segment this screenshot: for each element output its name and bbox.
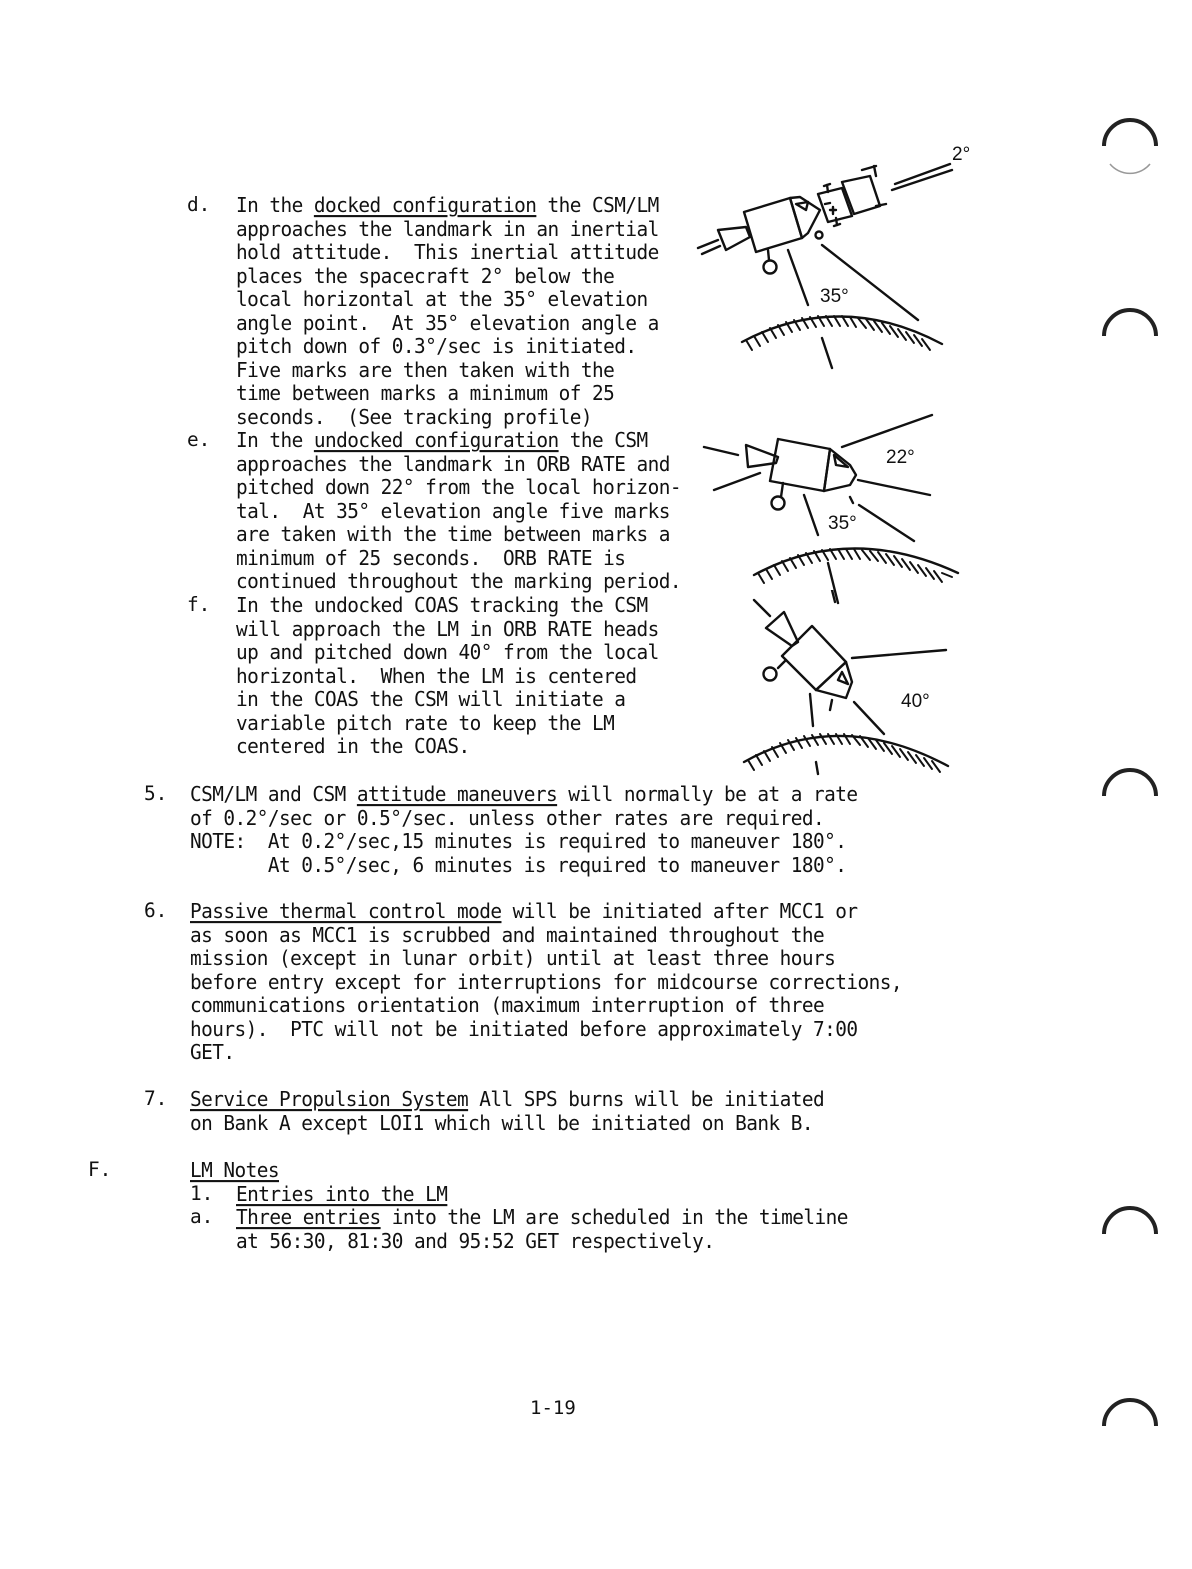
earth-horizon-icon (744, 734, 948, 772)
binder-hole-icon (1098, 1200, 1162, 1264)
text-line: pitch down of 0.3°/sec is initiated. (236, 334, 637, 359)
undocked-config-diagram (700, 405, 970, 605)
text-line: continued throughout the marking period. (236, 569, 681, 594)
text-line: will approach the LM in ORB RATE heads (236, 616, 659, 641)
text-line: Five marks are then taken with the (236, 357, 615, 382)
text-line: of 0.2°/sec or 0.5°/sec. unless other rates are required. (190, 805, 825, 830)
csm-spacecraft-icon (764, 612, 853, 698)
text-line: In the undocked configuration the CSM (236, 428, 648, 453)
item-f-marker: f. (187, 593, 211, 616)
docked-config-diagram (690, 130, 990, 390)
text-line: communications orientation (maximum interruption of three (190, 993, 825, 1018)
binder-hole-icon (1098, 302, 1162, 366)
text-line: In the undocked COAS tracking the CSM (236, 593, 648, 618)
text-line: in the COAS the CSM will initiate a (236, 687, 626, 712)
text-line: hold attitude. This inertial attitude (236, 240, 659, 265)
text-line: seconds. (See tracking profile) (236, 404, 592, 429)
subsection-1-title: Entries into the LM (236, 1181, 448, 1206)
text-line: centered in the COAS. (236, 734, 470, 759)
item-7-marker: 7. (144, 1087, 168, 1110)
text-line: approaches the landmark in ORB RATE and (236, 451, 670, 476)
text-line: Three entries into the LM are scheduled in the timeline (236, 1205, 848, 1230)
earth-horizon-icon (754, 548, 958, 583)
angle-label-2deg: 2° (952, 144, 971, 165)
item-6-marker: 6. (144, 899, 168, 922)
text-line: pitched down 22° from the local horizon- (236, 475, 681, 500)
angle-label-35deg: 35° (820, 286, 849, 307)
text-line: GET. (190, 1040, 235, 1065)
page-number: 1-19 (530, 1397, 576, 1419)
underlined-term: docked configuration (313, 193, 537, 218)
text-line: CSM/LM and CSM attitude maneuvers will normally be at a rate (190, 782, 858, 807)
earth-horizon-icon (742, 316, 942, 350)
text-line: tal. At 35° elevation angle five marks (236, 498, 670, 523)
underlined-term: attitude maneuvers (356, 782, 558, 807)
text-line: In the docked configuration the CSM/LM (236, 193, 659, 218)
text-line: angle point. At 35° elevation angle a (236, 310, 659, 335)
section-f-title: LM Notes (190, 1158, 279, 1183)
binder-hole-icon (1098, 112, 1162, 176)
angle-label-40deg: 40° (901, 691, 930, 712)
item-5-marker: 5. (144, 782, 168, 805)
text-line: are taken with the time between marks a (236, 522, 670, 547)
text-line: Service Propulsion System All SPS burns will be initiated (190, 1087, 825, 1112)
angle-label-22deg: 22° (886, 447, 915, 468)
item-e-marker: e. (187, 428, 211, 451)
text-line: At 0.5°/sec, 6 minutes is required to maneuver 180°. (190, 852, 847, 877)
underlined-term: undocked configuration (313, 428, 559, 453)
binder-hole-icon (1098, 1392, 1162, 1456)
section-f-marker: F. (88, 1158, 112, 1181)
text-line: at 56:30, 81:30 and 95:52 GET respectively. (236, 1228, 715, 1253)
text-line: minimum of 25 seconds. ORB RATE is (236, 545, 626, 570)
underlined-term: Three entries (236, 1205, 381, 1230)
subsection-1-marker: 1. (190, 1181, 214, 1205)
item-d-marker: d. (187, 193, 211, 216)
text-line: places the spacecraft 2° below the (236, 263, 615, 288)
subitem-a-marker: a. (190, 1205, 214, 1228)
text-line: up and pitched down 40° from the local (236, 640, 659, 665)
text-line: before entry except for interruptions for midcourse corrections, (190, 969, 902, 994)
text-line: horizontal. When the LM is centered (236, 663, 637, 688)
angle-label-35deg: 35° (828, 513, 857, 534)
underlined-term: Service Propulsion System (190, 1087, 469, 1112)
text-line: hours). PTC will not be initiated before approximately 7:00 (190, 1016, 858, 1041)
text-line: Passive thermal control mode will be initiated after MCC1 or (190, 899, 858, 924)
text-line: NOTE: At 0.2°/sec,15 minutes is required to maneuver 180°. (190, 829, 847, 854)
text-line: approaches the landmark in an inertial (236, 216, 659, 241)
text-line: time between marks a minimum of 25 (236, 381, 615, 406)
text-line: mission (except in lunar orbit) until at least three hours (190, 946, 836, 971)
csm-lm-spacecraft-icon (698, 166, 886, 274)
coas-tracking-diagram (720, 590, 970, 780)
binder-hole-icon (1098, 762, 1162, 826)
text-line: on Bank A except LOI1 which will be initiated on Bank B. (190, 1110, 813, 1135)
text-line: variable pitch rate to keep the LM (236, 710, 615, 735)
csm-spacecraft-icon (704, 439, 856, 510)
text-line: local horizontal at the 35° elevation (236, 287, 648, 312)
underlined-term: Passive thermal control mode (190, 899, 502, 924)
text-line: as soon as MCC1 is scrubbed and maintained throughout the (190, 922, 825, 947)
